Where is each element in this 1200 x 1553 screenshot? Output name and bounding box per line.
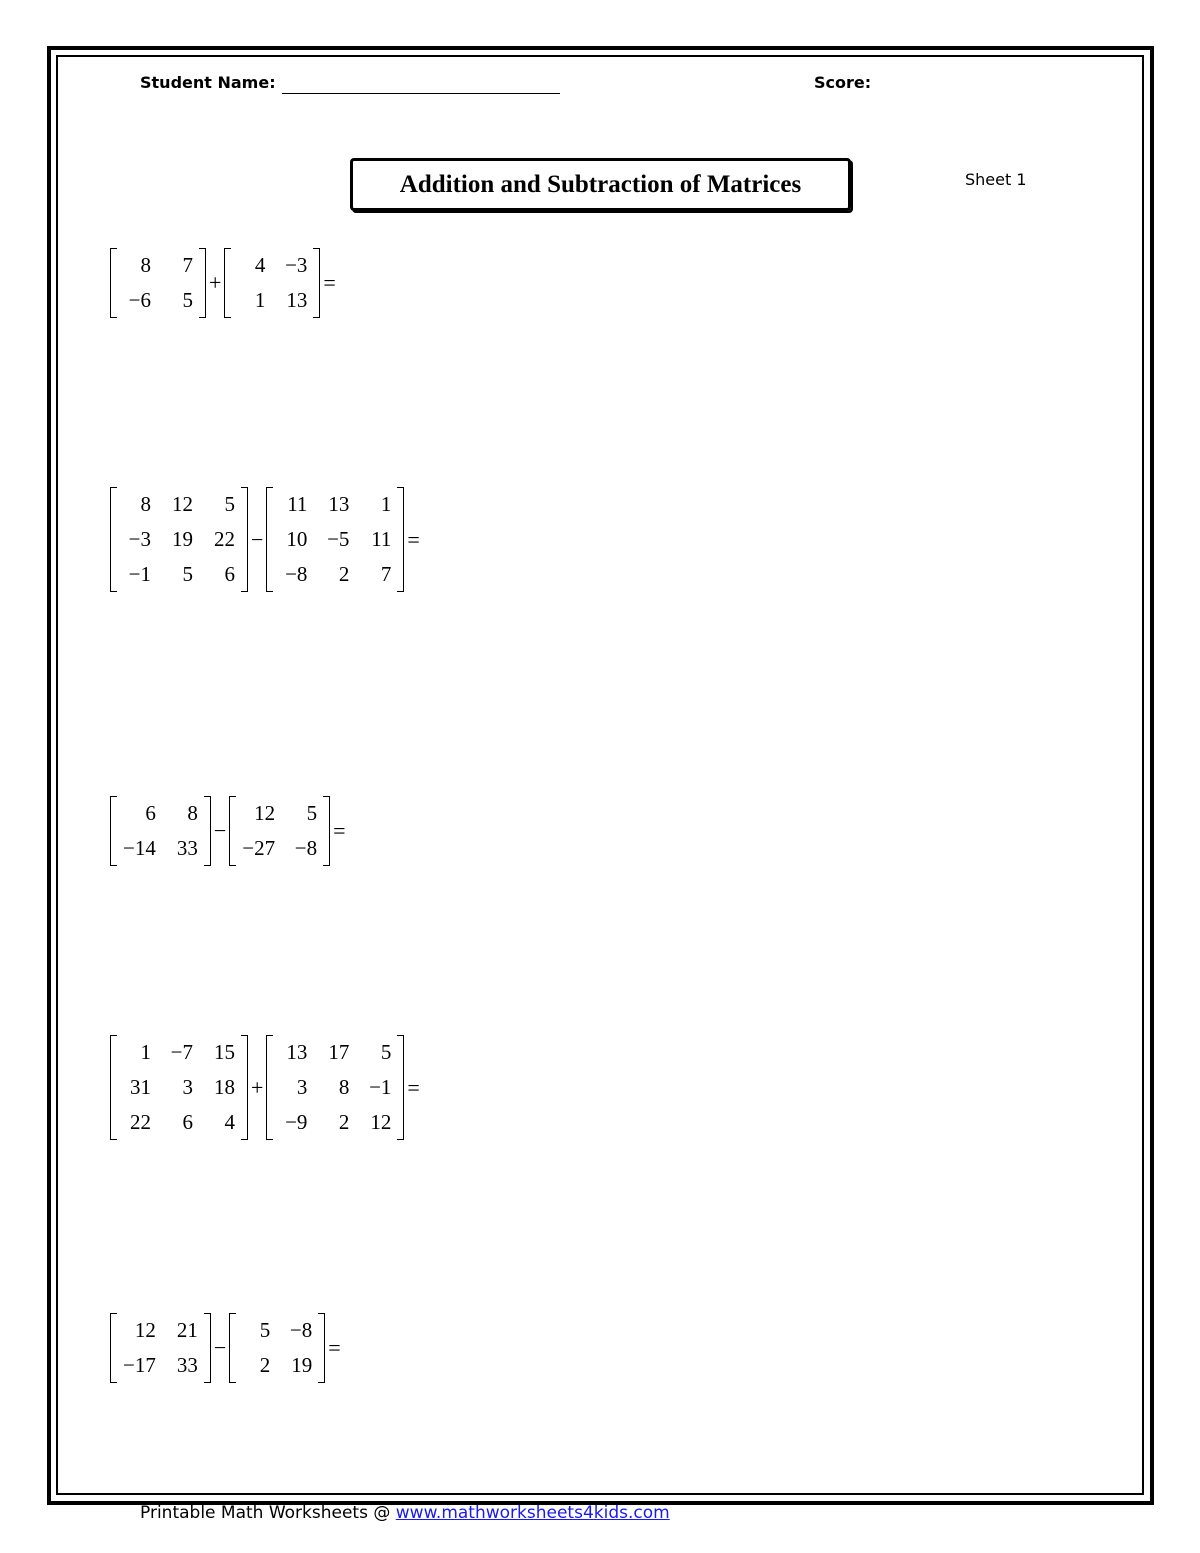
matrix-cell: −9 [285, 1110, 308, 1134]
matrix-cell: 12 [370, 1110, 392, 1134]
matrix-grid [116, 796, 205, 866]
matrix-cell: 12 [254, 801, 276, 825]
matrix-cell: 21 [176, 1318, 198, 1342]
footer-link[interactable]: www.mathworksheets4kids.com [395, 1503, 670, 1523]
matrix-cell: 12 [172, 492, 193, 516]
matrix-row [116, 1348, 205, 1383]
matrix-cell: 5 [182, 288, 193, 312]
matrix-row [230, 248, 314, 283]
matrix-cell: −1 [369, 1075, 392, 1099]
matrix-cell: 13 [286, 1040, 308, 1064]
sheet-label: Sheet 1 [965, 170, 1027, 189]
matrix-cell: 6 [224, 562, 235, 586]
matrix-cell: 2 [259, 1353, 271, 1377]
matrix-cell: −8 [285, 562, 308, 586]
right-matrix [266, 487, 404, 592]
matrix-cell: 33 [176, 836, 198, 860]
student-name-line[interactable] [282, 93, 560, 94]
left-matrix [110, 1313, 211, 1383]
matrix-cell: 15 [214, 1040, 235, 1064]
matrix-row [116, 1070, 242, 1105]
matrix-cell: 2 [338, 1110, 350, 1134]
equals-sign: = [407, 1074, 420, 1100]
matrix-row [116, 831, 205, 866]
matrix-row [116, 796, 205, 831]
matrix-cell: 7 [380, 562, 392, 586]
right-matrix [224, 248, 320, 318]
matrix-row [272, 1035, 398, 1070]
matrix-row [235, 1348, 319, 1383]
matrix-cell: −5 [327, 527, 350, 551]
problem-2 [110, 487, 423, 592]
score-label: Score: [814, 73, 872, 92]
matrix-row [272, 1105, 398, 1140]
matrix-cell: 7 [182, 253, 193, 277]
matrix-cell: 12 [134, 1318, 156, 1342]
matrix-row [272, 487, 398, 522]
matrix-row [116, 248, 200, 283]
matrix-cell: 4 [254, 253, 266, 277]
matrix-row [116, 557, 242, 592]
equals-sign: = [333, 818, 346, 843]
matrix-grid [272, 1035, 398, 1140]
matrix-cell: 8 [338, 1075, 350, 1099]
left-matrix [110, 1035, 248, 1140]
matrix-cell: 5 [306, 801, 318, 825]
matrix-cell: 10 [286, 527, 308, 551]
equals-sign: = [328, 1335, 341, 1360]
left-matrix [110, 487, 248, 592]
left-matrix [110, 248, 206, 318]
matrix-cell: 6 [182, 1110, 193, 1134]
operator: + [251, 1074, 264, 1100]
matrix-grid [116, 1035, 242, 1140]
matrix-grid [272, 487, 398, 592]
matrix-grid [230, 248, 314, 318]
matrix-cell: −6 [128, 288, 151, 312]
matrix-cell: 2 [338, 562, 350, 586]
matrix-row [116, 1035, 242, 1070]
operator: − [251, 526, 264, 552]
problem-3 [110, 796, 349, 866]
matrix-cell: 1 [140, 1040, 151, 1064]
right-matrix [229, 1313, 325, 1383]
matrix-cell: 19 [291, 1353, 313, 1377]
matrix-cell: 1 [254, 288, 266, 312]
matrix-row [235, 831, 324, 866]
matrix-cell: −1 [128, 562, 151, 586]
matrix-cell: −3 [128, 527, 151, 551]
worksheet-title: Addition and Subtraction of Matrices [350, 158, 851, 211]
matrix-cell: −27 [242, 836, 276, 860]
operator: + [209, 270, 222, 295]
matrix-cell: 33 [176, 1353, 198, 1377]
right-matrix [229, 796, 330, 866]
matrix-cell: 13 [328, 492, 350, 516]
matrix-cell: 5 [182, 562, 193, 586]
matrix-cell: 5 [380, 1040, 392, 1064]
matrix-cell: 22 [214, 527, 235, 551]
footer [140, 1503, 670, 1523]
matrix-cell: −17 [123, 1353, 156, 1377]
operator: − [213, 818, 227, 843]
matrix-row [230, 283, 314, 318]
equals-sign: = [323, 270, 336, 295]
matrix-cell: 6 [145, 801, 156, 825]
matrix-grid [116, 248, 200, 318]
matrix-cell: −8 [294, 836, 318, 860]
student-name-label: Student Name: [140, 73, 276, 92]
matrix-cell: 8 [187, 801, 198, 825]
matrix-cell: 17 [328, 1040, 350, 1064]
matrix-cell: 3 [182, 1075, 193, 1099]
matrix-row [235, 796, 324, 831]
matrix-row [116, 1313, 205, 1348]
operator: − [213, 1335, 227, 1360]
problem-5 [110, 1313, 344, 1383]
matrix-row [116, 487, 242, 522]
matrix-row [235, 1313, 319, 1348]
matrix-cell: −7 [170, 1040, 193, 1064]
matrix-cell: 3 [296, 1075, 308, 1099]
matrix-cell: 13 [286, 288, 308, 312]
equals-sign: = [407, 526, 420, 552]
matrix-cell: 11 [287, 492, 308, 516]
left-matrix [110, 796, 211, 866]
right-matrix [266, 1035, 404, 1140]
matrix-cell: 19 [172, 527, 193, 551]
footer-text: Printable Math Worksheets @ [140, 1503, 396, 1523]
matrix-cell: 11 [371, 527, 392, 551]
matrix-cell: 31 [130, 1075, 151, 1099]
matrix-row [272, 557, 398, 592]
matrix-row [116, 1105, 242, 1140]
matrix-grid [116, 1313, 205, 1383]
matrix-grid [235, 796, 324, 866]
matrix-cell: 22 [130, 1110, 151, 1134]
matrix-cell: −8 [289, 1318, 313, 1342]
problem-4 [110, 1035, 423, 1140]
matrix-cell: −14 [123, 836, 156, 860]
matrix-grid [235, 1313, 319, 1383]
matrix-cell: 4 [224, 1110, 235, 1134]
matrix-grid [116, 487, 242, 592]
matrix-cell: 18 [214, 1075, 235, 1099]
problem-1 [110, 248, 339, 318]
matrix-cell: 8 [140, 253, 151, 277]
matrix-cell: 8 [140, 492, 151, 516]
matrix-row [116, 522, 242, 557]
matrix-row [272, 522, 398, 557]
matrix-cell: −3 [285, 253, 308, 277]
matrix-row [116, 283, 200, 318]
matrix-row [272, 1070, 398, 1105]
matrix-cell: 5 [259, 1318, 271, 1342]
matrix-cell: 5 [224, 492, 235, 516]
matrix-cell: 1 [380, 492, 392, 516]
